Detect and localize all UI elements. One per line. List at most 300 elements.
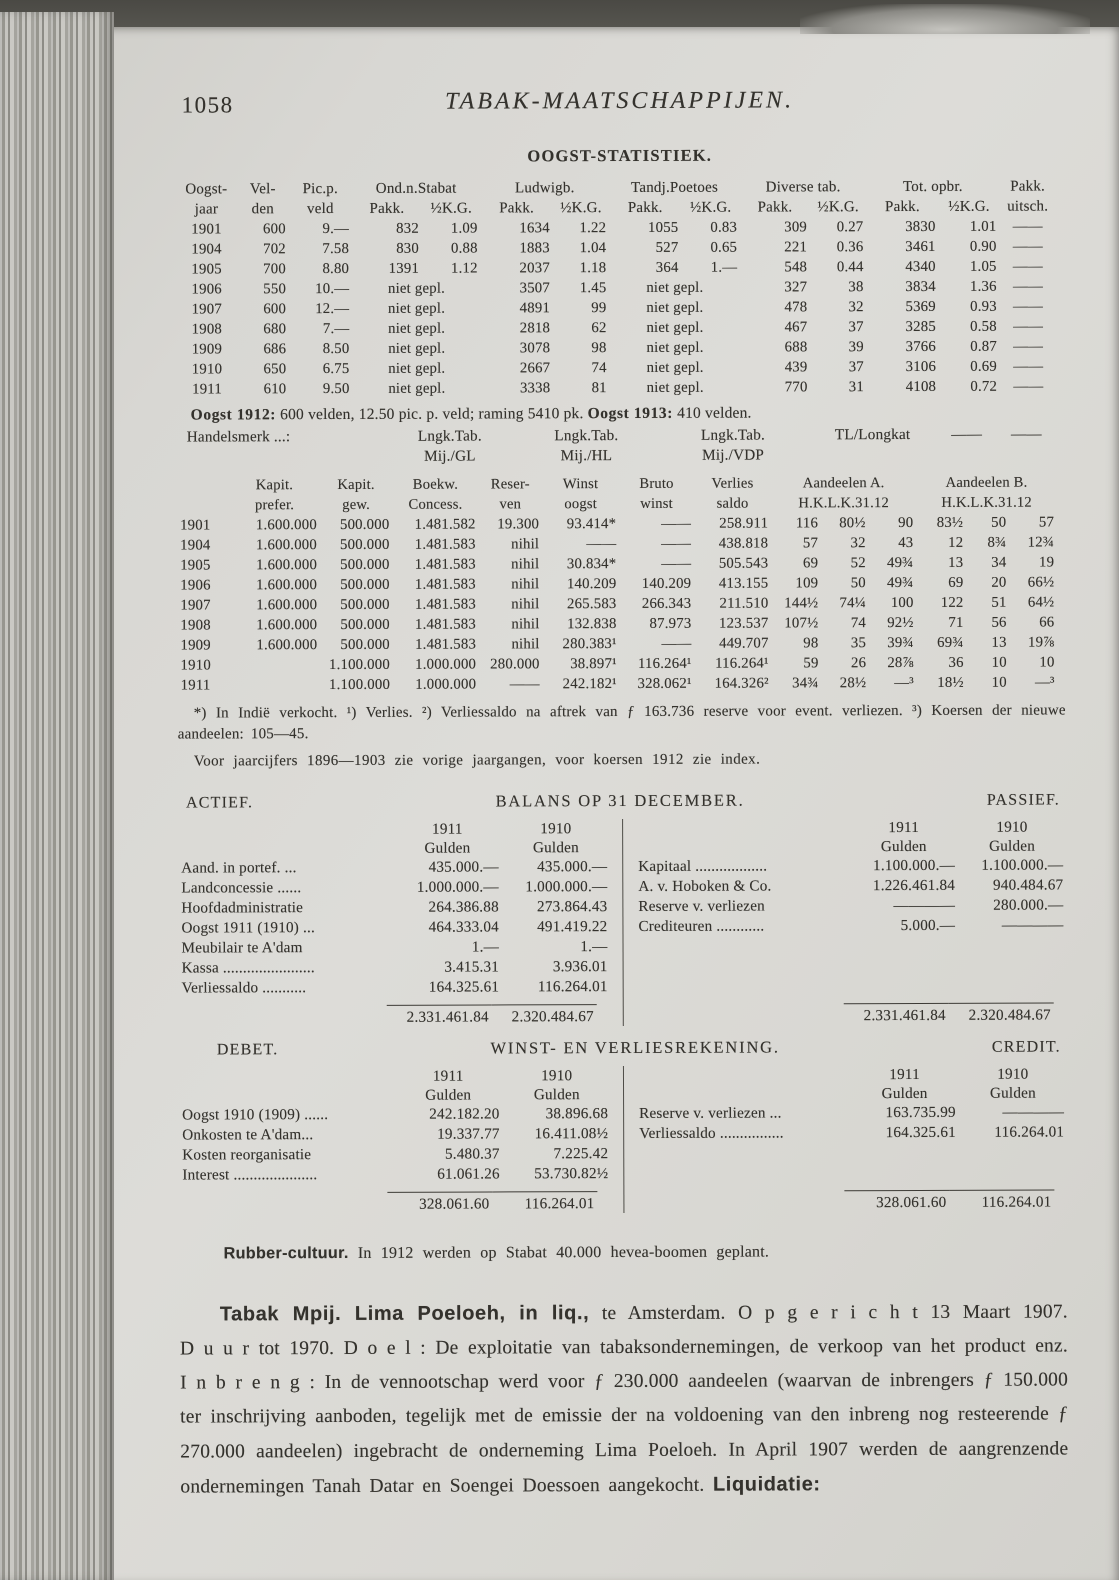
table-cell: 688 <box>784 338 808 355</box>
table-cell: 1.12 <box>451 260 478 277</box>
table-cell: 832 <box>396 220 419 237</box>
table-cell: Lngk.Tab. <box>417 427 482 445</box>
table-cell: 19.300 <box>497 515 540 532</box>
table-cell: 2037 <box>519 259 550 276</box>
table-cell: Aandeelen A. <box>802 474 885 491</box>
table-cell: 61.061.26 <box>437 1165 500 1183</box>
table-cell: Gulden <box>880 837 927 855</box>
table-cell: nihil <box>511 555 540 572</box>
table-cell: 1391 <box>388 260 420 277</box>
table-cell: 59 <box>803 654 819 671</box>
table-cell: 0.44 <box>836 258 864 275</box>
table-cell: 53.730.82½ <box>534 1165 609 1183</box>
table-cell: 38.896.68 <box>545 1105 609 1123</box>
table-cell: —— <box>1010 425 1042 443</box>
table-cell: 1.481.583 <box>414 596 476 613</box>
table-cell: 2818 <box>519 319 551 336</box>
table-cell: 1.600.000 <box>256 576 318 593</box>
table-cell: 57 <box>1038 513 1055 531</box>
table-cell: 57 <box>802 534 819 551</box>
actief-total-1910: 2.320.484.67 <box>492 1004 597 1026</box>
table-cell: 16.411.08½ <box>534 1125 609 1143</box>
debet-title: DEBET. <box>216 1041 279 1059</box>
table-cell: 505.543 <box>718 554 769 572</box>
table-cell: 1904 <box>180 536 211 554</box>
table-cell: 940.484.67 <box>992 876 1064 894</box>
table-cell: Kapit. <box>255 476 294 493</box>
table-cell: 69 <box>948 574 964 591</box>
table-cell <box>808 445 938 465</box>
table-cell: 71 <box>948 614 964 631</box>
footnotes: *) In Indië verkocht. ¹) Verlies. ²) Verliessaldo na aftrek van ƒ 163.736 reserve voor event. verliezen. ³) Koersen der nieuwe aandeelen: 105—45. <box>177 702 1066 743</box>
table-cell: 3338 <box>519 379 551 396</box>
table-cell: 0.36 <box>836 238 864 255</box>
table-cell: 1910 <box>191 360 223 377</box>
table-cell: Gulden <box>425 1086 472 1104</box>
table-cell: winst <box>640 495 673 512</box>
table-cell: Pakk. <box>1010 178 1046 195</box>
table-cell: 1905 <box>180 556 211 574</box>
table-cell: niet gepl. <box>388 320 446 337</box>
table-cell: 56 <box>991 614 1007 631</box>
table-cell: 3.936.01 <box>552 958 608 976</box>
table-cell: Verliessaldo ........... <box>181 979 307 997</box>
table-cell: ———— <box>893 896 956 915</box>
table-cell <box>230 675 321 695</box>
credit-table <box>636 1064 1067 1144</box>
table-cell: 1910 <box>541 1066 573 1084</box>
table-cell: 116.264.01 <box>537 978 608 996</box>
debet-totals <box>179 1191 611 1215</box>
table-cell: 123.537 <box>718 614 769 632</box>
table-cell: Kassa ....................... <box>181 959 315 977</box>
table-cell: 51 <box>991 594 1007 611</box>
table-cell: 52 <box>850 554 866 571</box>
table-cell: 1907 <box>180 596 211 614</box>
table-cell: 500.000 <box>340 576 390 593</box>
table-cell: —— <box>951 425 983 443</box>
debet-table <box>179 1066 611 1186</box>
table-cell: 1910 <box>996 818 1028 836</box>
table-cell: 30.834* <box>566 555 617 572</box>
credit-total-1910: 116.264.01 <box>949 1189 1054 1211</box>
totals-spacer <box>636 1003 844 1026</box>
harvest-1912-note <box>177 403 1065 424</box>
table-cell: 5369 <box>905 298 936 315</box>
table-cell: Kapitaal .................. <box>638 857 768 875</box>
table-cell: 92½ <box>887 614 914 631</box>
table-cell: 28⅞ <box>887 654 914 671</box>
table-cell: Winst <box>562 475 599 492</box>
table-cell: 1905 <box>191 260 222 277</box>
table-row <box>178 672 1058 695</box>
table-cell <box>636 1084 851 1104</box>
table-cell: 4891 <box>519 299 551 316</box>
table-cell: Crediteuren ............ <box>638 917 765 935</box>
table-cell: 116.264¹ <box>715 654 769 672</box>
table-cell: Verlies <box>711 475 754 492</box>
table-cell <box>230 655 321 675</box>
table-cell: 9.— <box>322 220 350 237</box>
balance-title: BALANS OP 31 DECEMBER. <box>495 790 745 811</box>
table-cell: 132.838 <box>567 615 617 632</box>
page-corner-highlight <box>800 4 1090 34</box>
table-cell <box>178 839 393 859</box>
table-cell: 20 <box>991 574 1007 591</box>
table-cell: niet gepl. <box>388 380 446 397</box>
text-segment: In 1912 werden op Stabat 40.000 hevea-boomen geplant. <box>348 1243 770 1262</box>
table-cell: 280.000 <box>490 655 540 672</box>
table-cell <box>177 447 385 468</box>
credit-totals <box>636 1189 1067 1213</box>
table-cell: 464.333.04 <box>428 918 499 936</box>
balance-sheet <box>178 789 1067 1027</box>
table-cell: veld <box>306 200 334 217</box>
table-row <box>179 977 611 999</box>
table-cell: Gulden <box>989 1084 1036 1102</box>
table-cell: 264.386.88 <box>428 898 499 916</box>
table-cell: 2667 <box>519 359 551 376</box>
table-cell: Pakk. <box>885 198 920 215</box>
table-cell: 1.481.583 <box>415 636 477 653</box>
table-cell: Mij./HL <box>560 447 613 465</box>
table-cell: 4340 <box>905 258 936 275</box>
table-cell: Tot. opbr. <box>902 178 963 195</box>
table-cell: 280.000.— <box>993 896 1064 914</box>
table-row <box>178 917 610 939</box>
table-cell: 1906 <box>191 280 222 297</box>
table-cell: 1634 <box>519 219 550 236</box>
table-cell: 1.600.000 <box>256 596 318 613</box>
table-row <box>636 1102 1067 1124</box>
table-cell: niet gepl. <box>388 340 446 357</box>
table-cell: 87.973 <box>649 615 692 632</box>
table-cell: 1911 <box>180 676 211 694</box>
table-cell: Gulden <box>881 1084 928 1102</box>
table-cell: 1.600.000 <box>256 616 318 633</box>
table-cell: 7.225.42 <box>553 1145 609 1163</box>
table-cell: 1911 <box>888 818 920 836</box>
table-cell: 266.343 <box>641 595 692 612</box>
table-cell: Vel- <box>249 180 276 197</box>
page-edge-stripes <box>0 12 114 1580</box>
table-cell: 1909 <box>180 636 211 654</box>
table-cell: 1.600.000 <box>255 536 318 553</box>
table-row <box>636 1083 1067 1104</box>
text-segment-bold: Oogst 1912: <box>190 406 277 424</box>
profit-loss-titles <box>179 1036 1067 1059</box>
table-cell: Lngk.Tab. <box>554 427 619 445</box>
table-cell: 1910 <box>180 656 211 674</box>
table-cell: 3461 <box>905 238 936 255</box>
table-cell: 1.481.583 <box>414 616 477 633</box>
table-cell: 0.72 <box>970 378 998 395</box>
table-cell: Reserve v. verliezen <box>638 897 765 915</box>
table-cell: 1055 <box>647 219 679 236</box>
debet-total-1911: 328.061.60 <box>387 1191 492 1213</box>
table-cell: 500.000 <box>340 596 390 613</box>
table-row <box>179 1085 611 1106</box>
table-row <box>635 895 1066 917</box>
table-cell: Pic.p. <box>302 180 338 197</box>
table-cell: 1.04 <box>579 239 607 256</box>
table-cell: 500.000 <box>340 636 390 653</box>
table-row <box>635 855 1066 877</box>
passief-total-1911: 2.331.461.84 <box>844 1003 949 1025</box>
table-cell: 435.000.— <box>537 858 608 876</box>
table-row <box>179 1066 611 1087</box>
balance-columns <box>178 817 1067 1027</box>
table-cell: 258.911 <box>719 514 769 532</box>
table-cell: Kosten reorganisatie <box>182 1146 312 1164</box>
table-cell: 265.583 <box>566 595 617 612</box>
table-cell: A. v. Hoboken & Co. <box>638 877 772 895</box>
table-cell: 478 <box>784 298 808 315</box>
section-title: OOGST-STATISTIEK. <box>527 145 713 166</box>
table-cell: 107½ <box>784 614 819 631</box>
table-cell: 19 <box>1038 553 1055 571</box>
table-cell: niet gepl. <box>646 379 704 396</box>
company-paragraph <box>180 1294 1069 1504</box>
table-cell: 1.— <box>471 938 500 956</box>
table-cell: Kapit. <box>337 476 375 493</box>
table-cell: Onkosten te A'dam... <box>182 1126 314 1144</box>
table-cell: Tandj.Poetoes <box>630 179 718 196</box>
table-cell: 34¾ <box>792 674 819 691</box>
table-cell: 32 <box>850 534 866 551</box>
table-cell: 38 <box>848 278 864 295</box>
table-cell: —— <box>1012 238 1043 255</box>
table-cell: niet gepl. <box>646 339 704 356</box>
table-cell: Ludwigb. <box>514 179 575 196</box>
table-row <box>178 877 610 899</box>
table-cell: ½K.G. <box>817 198 859 215</box>
table-cell: 74¼ <box>839 594 866 611</box>
table-cell <box>635 818 850 838</box>
table-cell: 7.58 <box>322 240 350 257</box>
table-cell: 221 <box>784 238 808 255</box>
table-cell: —— <box>661 535 692 552</box>
table-cell: 31 <box>848 378 864 395</box>
table-cell: 0.90 <box>969 238 997 255</box>
table-cell: 1.18 <box>579 259 607 276</box>
table-cell: 1.000.000.— <box>416 878 499 896</box>
table-cell: oogst <box>564 495 597 512</box>
table-cell: uitsch. <box>1007 198 1049 215</box>
table-cell: Gulden <box>424 839 471 857</box>
table-cell: 680 <box>263 320 287 337</box>
table-cell: 491.419.22 <box>537 918 608 936</box>
table-cell: 548 <box>784 258 808 275</box>
passief-table-body <box>635 817 1066 937</box>
table-cell: 66½ <box>1027 573 1055 591</box>
table-cell: 3106 <box>905 358 937 375</box>
table-cell: 9.50 <box>322 380 350 397</box>
totals-spacer <box>179 1192 387 1215</box>
table-cell: Hoofdadministratie <box>181 899 304 917</box>
table-row <box>179 1144 611 1166</box>
table-cell: 1911 <box>431 820 463 838</box>
table-cell: 12¾ <box>1027 533 1055 551</box>
table-cell: 500.000 <box>340 616 390 633</box>
table-cell: 242.182.20 <box>429 1105 500 1123</box>
actief-totals <box>179 1004 611 1028</box>
table-cell: 116.264¹ <box>637 655 692 672</box>
table-cell: Bruto <box>639 475 674 492</box>
table-cell: 49¾ <box>887 574 914 591</box>
text-segment: te Amsterdam. O p g e r i c h t 13 Maart 1907. D u u r tot 1970. D o e l : De exploitatie van tabaksondernemingen, de verkoop van het product enz. I n b r e n g : In de vennootschap werd voor ƒ 230.000 aandeelen (waarvan de inbrengers ƒ 150.000 ter inschrijving aanboden, tegelijk met de emissie der na voldoening van den inbreng nog resteerende ƒ 270.000 aandeelen) ingebracht de onderneming Lima Poeloeh. In April 1907 werden de aangrenzende ondernemingen Tanah Datar en Soengei Doessoen aangekocht. <box>179 1301 1069 1498</box>
table-cell: 37 <box>848 318 864 335</box>
table-cell: Meubilair te A'dam <box>181 939 303 957</box>
table-cell: ven <box>499 495 522 512</box>
profit-loss-title: WINST- EN VERLIESREKENING. <box>490 1037 780 1058</box>
table-cell: 144½ <box>784 594 819 611</box>
table-cell: 0.65 <box>710 239 738 256</box>
table-cell: 98 <box>591 339 607 356</box>
harvest-table-body <box>176 176 1057 399</box>
table-cell: Pakk. <box>627 199 663 216</box>
table-cell: 1901 <box>191 220 222 238</box>
table-cell: Pakk. <box>369 200 405 217</box>
table-cell: 10 <box>991 654 1007 671</box>
table-cell: 69 <box>802 554 819 571</box>
balance-titles <box>178 789 1066 812</box>
trademark-table <box>177 424 1057 467</box>
table-cell: 1.600.000 <box>256 556 318 573</box>
table-cell: 830 <box>396 240 420 257</box>
table-cell: 1.09 <box>450 220 478 237</box>
table-row <box>635 836 1066 857</box>
table-cell: Gulden <box>532 838 579 856</box>
table-cell: 163.735.99 <box>885 1103 956 1122</box>
table-cell: 66 <box>1039 613 1055 631</box>
table-cell <box>635 837 850 857</box>
table-cell: Pakk. <box>757 198 793 216</box>
table-cell: 116.264.01 <box>994 1123 1065 1141</box>
table-cell: 10.— <box>315 280 350 297</box>
table-row <box>636 1122 1067 1144</box>
table-cell: 19.337.77 <box>437 1125 500 1143</box>
table-cell: 81 <box>591 379 607 396</box>
table-cell: 5.480.37 <box>444 1145 500 1163</box>
credit-column <box>623 1064 1068 1213</box>
table-cell: 3285 <box>905 318 936 335</box>
table-cell: 3766 <box>905 338 937 355</box>
table-cell: niet gepl. <box>646 279 704 296</box>
table-cell: 500.000 <box>340 536 390 553</box>
table-cell: 280.383¹ <box>562 635 617 652</box>
table-cell: Aand. in portef. ... <box>181 859 297 877</box>
table-cell: 50 <box>850 574 866 591</box>
table-cell: 1910 <box>997 1065 1029 1083</box>
table-cell: 98 <box>803 634 819 651</box>
table-cell: 8.80 <box>322 260 350 277</box>
table-cell: Gulden <box>989 837 1036 855</box>
table-cell: ½K.G. <box>430 200 472 217</box>
table-cell: 600 <box>262 220 286 237</box>
actief-title: ACTIEF. <box>185 794 254 812</box>
table-cell: niet gepl. <box>387 280 446 297</box>
text-segment: 600 velden, 12.50 pic. p. veld; raming 5410 pk. <box>276 405 588 424</box>
table-cell: 0.27 <box>836 218 864 235</box>
table-cell <box>937 445 996 465</box>
rubber-culture-note <box>180 1241 1068 1263</box>
table-row <box>177 376 1057 399</box>
table-cell: 702 <box>263 240 286 257</box>
table-cell: 3507 <box>519 279 551 296</box>
table-row <box>178 937 610 959</box>
table-cell: 64½ <box>1027 593 1055 611</box>
table-cell: niet gepl. <box>646 359 704 376</box>
table-cell: 1.600.000 <box>256 636 318 653</box>
table-cell: 164.325.61 <box>428 978 500 996</box>
table-cell: 1.000.000 <box>415 656 477 673</box>
table-cell: 43 <box>898 534 914 551</box>
table-cell: 1.— <box>710 259 738 276</box>
actief-table-body <box>178 819 611 999</box>
table-cell: niet gepl. <box>388 360 446 377</box>
passief-table <box>635 817 1066 937</box>
table-cell: 1.100.000.— <box>981 856 1064 874</box>
table-cell: Concess. <box>408 496 463 513</box>
table-cell: Oogst 1911 (1910) ... <box>181 919 316 937</box>
table-cell: 109 <box>795 574 819 591</box>
table-cell: 413.155 <box>718 574 769 592</box>
table-cell: —³ <box>1034 673 1055 691</box>
table-cell: 700 <box>263 260 286 277</box>
table-cell: 93.414* <box>566 515 617 532</box>
table-cell: 650 <box>263 360 287 377</box>
table-cell: —— <box>1013 338 1044 355</box>
table-cell: 328.062¹ <box>637 675 692 692</box>
table-cell: 435.000.— <box>428 858 499 876</box>
table-cell: 83½ <box>936 514 964 531</box>
table-cell: ½K.G. <box>948 198 990 215</box>
table-cell: 164.326² <box>714 674 769 692</box>
table-cell: 0.69 <box>970 358 998 375</box>
table-cell: 1901 <box>180 516 211 534</box>
table-cell: ———— <box>1002 1103 1065 1121</box>
table-cell: 18½ <box>937 674 964 691</box>
table-cell: 0.87 <box>970 338 997 355</box>
table-cell: 1.481.582 <box>414 516 476 533</box>
table-cell: H.K.L.K.31.12 <box>798 494 889 511</box>
credit-total-1911: 328.061.60 <box>844 1190 949 1212</box>
table-cell: gew. <box>342 496 371 513</box>
table-cell: Oogst 1910 (1909) ...... <box>182 1106 329 1124</box>
table-row <box>178 819 610 840</box>
table-cell: Aandeelen B. <box>945 474 1028 491</box>
table-cell: Interest ..................... <box>182 1166 318 1184</box>
table-cell: 0.83 <box>710 219 738 236</box>
table-cell: —— <box>1012 278 1043 295</box>
content-area <box>176 86 1069 1504</box>
profit-loss-statement <box>179 1036 1068 1214</box>
table-cell: 90 <box>898 514 914 531</box>
table-cell: —— <box>661 555 692 572</box>
table-cell: 550 <box>263 280 287 297</box>
table-cell: 0.58 <box>970 318 997 335</box>
table-cell: Diverse tab. <box>765 178 841 195</box>
table-cell: 3.415.31 <box>444 958 500 976</box>
table-cell: Landconcessie ...... <box>181 879 302 897</box>
table-cell: 5.000.— <box>900 916 956 935</box>
table-cell: Mij./GL <box>424 447 476 465</box>
table-cell: nihil <box>511 615 540 632</box>
table-cell <box>179 1086 394 1106</box>
table-cell: nihil <box>511 535 540 552</box>
table-cell: ½K.G. <box>689 199 732 216</box>
